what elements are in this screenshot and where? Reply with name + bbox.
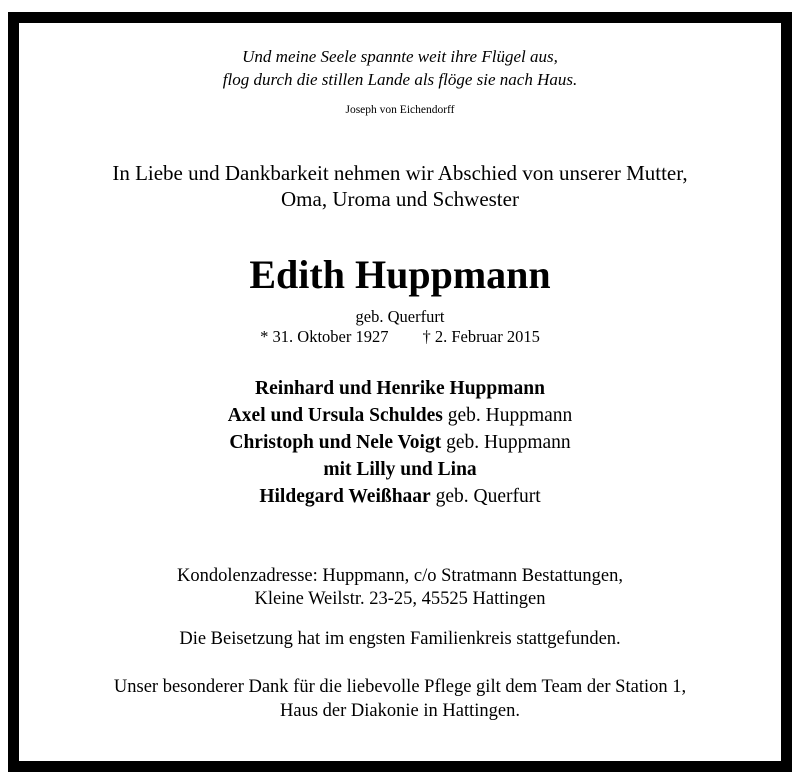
birth-date: * 31. Oktober 1927 xyxy=(260,327,389,346)
intro-line-2: Oma, Uroma und Schwester xyxy=(281,187,519,211)
family-names: mit Lilly und Lina xyxy=(323,459,477,480)
family-line xyxy=(19,459,781,481)
poem-line-1: Und meine Seele spannte weit ihre Flügel aus, xyxy=(242,47,558,66)
family-line xyxy=(19,486,781,508)
intro-line-1: In Liebe und Dankbarkeit nehmen wir Abschied von unserer Mutter, xyxy=(112,161,688,185)
deceased-maiden-name: geb. Querfurt xyxy=(355,307,445,326)
deceased-name: Edith Huppmann xyxy=(249,252,551,297)
thanks-line-1: Unser besonderer Dank für die liebevolle Pflege gilt dem Team der Station 1, xyxy=(113,677,687,697)
burial-note: Die Beisetzung hat im engsten Familienkreis stattgefunden. xyxy=(179,629,621,649)
family-line xyxy=(19,432,781,454)
family-suffix: geb. Querfurt xyxy=(430,486,541,507)
thanks-line-2: Haus der Diakonie in Hattingen. xyxy=(280,701,520,721)
condolence-address-line-2: Kleine Weilstr. 23-25, 45525 Hattingen xyxy=(254,589,546,609)
death-date: † 2. Februar 2015 xyxy=(422,327,540,346)
family-names: Reinhard und Henrike Huppmann xyxy=(255,378,545,399)
family-suffix: geb. Huppmann xyxy=(442,405,573,426)
condolence-address-line-1: Kondolenzadresse: Huppmann, c/o Stratmann Bestattungen, xyxy=(177,566,623,586)
family-names: Christoph und Nele Voigt xyxy=(229,432,442,453)
family-names: Hildegard Weißhaar xyxy=(259,486,431,507)
family-suffix: geb. Huppmann xyxy=(441,432,571,453)
family-line xyxy=(19,378,781,400)
poem-author: Joseph von Eichendorff xyxy=(345,104,455,116)
life-dates xyxy=(19,327,781,347)
obituary-notice xyxy=(8,12,792,772)
family-line xyxy=(19,405,781,427)
poem-line-2: flog durch die stillen Lande als flöge sie nach Haus. xyxy=(222,70,578,89)
family-names: Axel und Ursula Schuldes xyxy=(227,405,443,426)
